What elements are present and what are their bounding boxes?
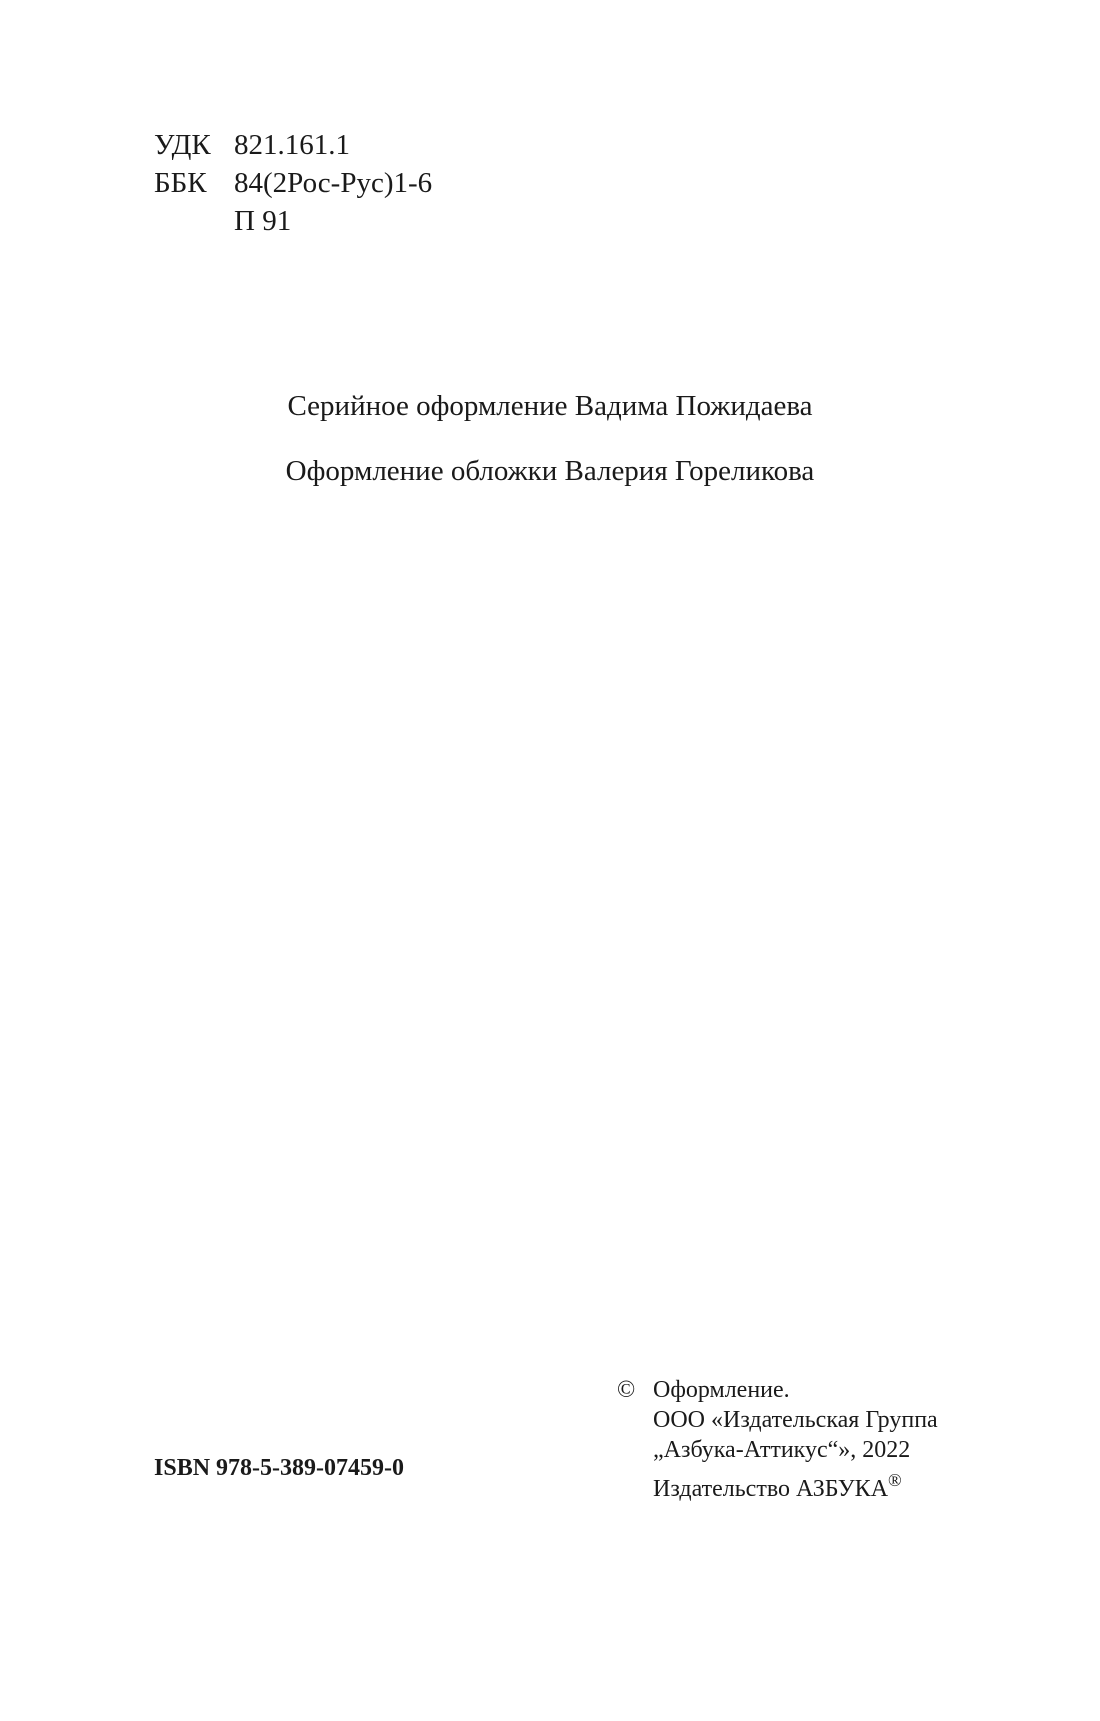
cover-design-text: Оформление обложки Валерия Гореликова xyxy=(285,455,815,487)
series-design-credit xyxy=(0,390,1100,423)
copyright-line-3: „Азбука-Аттикус“», 2022 xyxy=(653,1437,911,1463)
cover-design-credit xyxy=(0,455,1100,488)
copyright-icon: © xyxy=(617,1377,636,1403)
bbk-value: 84(2Рос-Рус)1-6 xyxy=(234,167,433,199)
copyright-line-4-wrapper xyxy=(617,1465,938,1504)
udk-value: 821.161.1 xyxy=(234,129,350,161)
udk-row xyxy=(154,126,432,164)
bbk-label: ББК xyxy=(154,167,207,199)
copyright-block xyxy=(617,1375,938,1504)
copyright-line-2: ООО «Издательская Группа xyxy=(653,1407,938,1433)
series-design-text: Серийное оформление Вадима Пожидаева xyxy=(287,390,813,422)
isbn: ISBN 978-5-389-07459-0 xyxy=(154,1455,404,1481)
copyright-line-4: Издательство АЗБУКА xyxy=(653,1476,889,1502)
author-mark: П 91 xyxy=(234,205,292,237)
registered-trademark-icon: ® xyxy=(888,1470,902,1490)
bbk-row xyxy=(154,164,432,202)
author-mark-spacer xyxy=(154,202,234,240)
udk-label: УДК xyxy=(154,129,211,161)
library-classification xyxy=(154,126,432,240)
copyright-line-1: Оформление. xyxy=(653,1377,790,1403)
author-mark-row xyxy=(154,202,432,240)
copyright-first-row xyxy=(617,1375,938,1405)
